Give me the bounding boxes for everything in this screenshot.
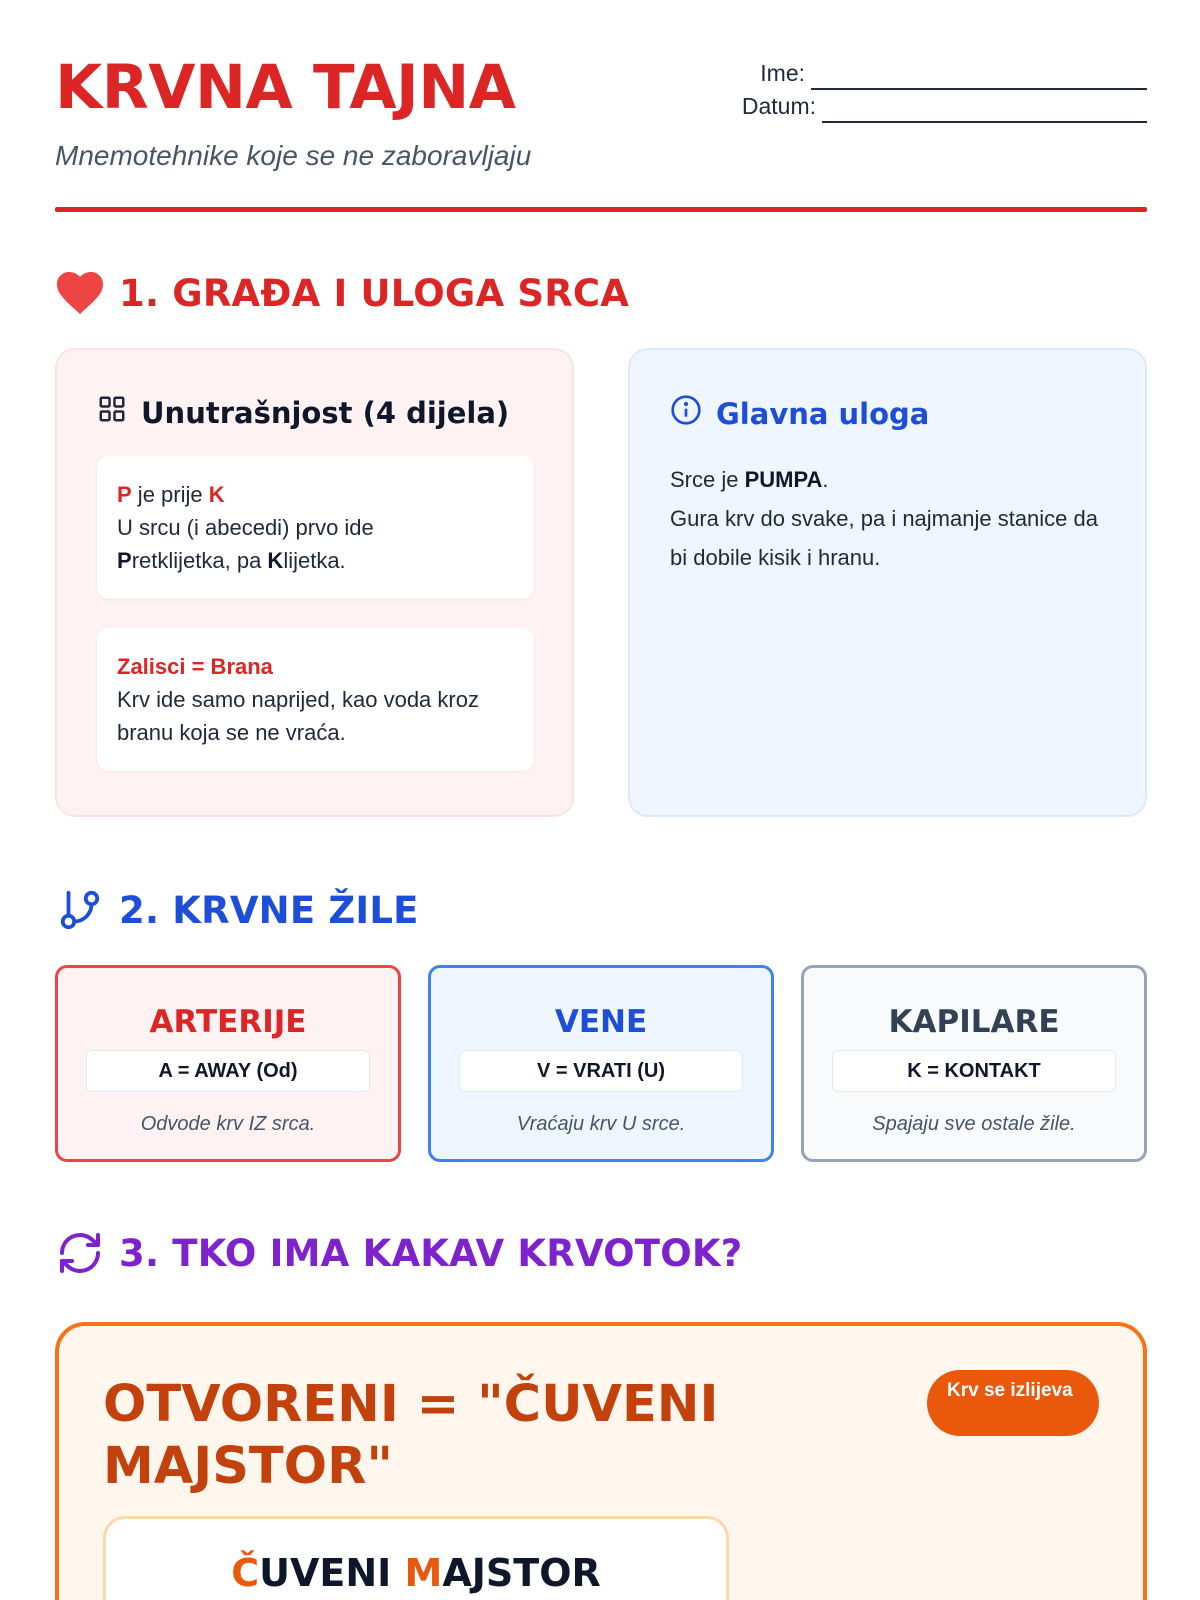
interior-card xyxy=(55,348,574,817)
role-bold: PUMPA xyxy=(744,467,823,492)
section2-title: 2. KRVNE ŽILE xyxy=(119,888,419,932)
tip-pk-p: P xyxy=(117,482,132,507)
vessel-description: Odvode krv IZ srca. xyxy=(140,1113,316,1135)
role-line1 xyxy=(670,460,1110,499)
tip-pk-line1: U srcu (i abecedi) prvo ide xyxy=(117,515,374,540)
vessel-mnemonic: A = AWAY (Od) xyxy=(86,1050,370,1092)
tip-valves-title: Zalisci = Brana xyxy=(117,654,273,679)
page-title: KRVNA TAJNA xyxy=(55,52,516,123)
role-intro: Srce je xyxy=(670,467,745,492)
page-subtitle: Mnemotehnike koje se ne zaboravljaju xyxy=(55,140,532,171)
section1-heading xyxy=(55,268,629,318)
name-label: Ime: xyxy=(760,60,805,86)
role-description: Gura krv do svake, pa i najmanje stanice da bi dobile kisik i hranu. xyxy=(670,506,1099,570)
date-field[interactable] xyxy=(742,90,1147,123)
name-line[interactable] xyxy=(811,68,1147,90)
section1-title: 1. GRAĐA I ULOGA SRCA xyxy=(119,271,630,315)
name-field[interactable] xyxy=(742,57,1147,90)
tip-pk-line2 xyxy=(117,544,514,577)
date-label: Datum: xyxy=(741,93,816,119)
role-intro-end: . xyxy=(822,467,829,492)
vessel-mnemonic: K = KONTAKT xyxy=(832,1050,1116,1092)
header-divider xyxy=(55,207,1147,212)
role-text xyxy=(670,460,1110,577)
tip-valves-text: Krv ide samo naprijed, kao voda kroz branu koja se ne vraća. xyxy=(117,687,479,745)
role-title-text: Glavna uloga xyxy=(716,396,930,431)
tip-pk-rest-p: retklijetka, pa xyxy=(131,548,268,573)
student-fields xyxy=(742,57,1147,123)
vessel-name: VENE xyxy=(554,1004,648,1040)
open-circulation-card xyxy=(55,1322,1147,1600)
vessel-card-veins xyxy=(428,965,774,1162)
tip-pk xyxy=(97,456,534,599)
mnemonic-box xyxy=(103,1516,729,1600)
vessel-name: KAPILARE xyxy=(888,1004,1060,1040)
git-branch-icon xyxy=(55,885,105,935)
mnemonic-mid: UVENI xyxy=(259,1551,405,1595)
interior-title-text: Unutrašnjost (4 dijela) xyxy=(141,395,510,430)
role-card xyxy=(628,348,1147,817)
section3-title: 3. TKO IMA KAKAV KRVOTOK? xyxy=(119,1231,743,1275)
info-icon xyxy=(670,394,702,433)
tip-pk-bold-p: P xyxy=(117,548,132,573)
vessel-mnemonic: V = VRATI (U) xyxy=(459,1050,743,1092)
tip-pk-k: K xyxy=(208,482,225,507)
open-circulation-title: OTVORENI = "ČUVENI MAJSTOR" xyxy=(103,1375,719,1496)
heart-icon xyxy=(55,268,105,318)
tip-pk-rest-k: lijetka. xyxy=(283,548,346,573)
vessel-card-arteries xyxy=(55,965,401,1162)
interior-card-title xyxy=(97,394,509,431)
vessel-name: ARTERIJE xyxy=(149,1004,307,1040)
date-line[interactable] xyxy=(822,101,1147,123)
mnemonic-letter-m: M xyxy=(404,1551,443,1595)
vessel-description: Vraćaju krv U srce. xyxy=(516,1113,686,1135)
vessel-card-capillaries xyxy=(801,965,1147,1162)
mnemonic-title xyxy=(106,1551,726,1595)
grid-icon xyxy=(97,394,127,431)
mnemonic-end: AJSTOR xyxy=(442,1551,601,1595)
tip-valves xyxy=(97,628,534,771)
section3-heading xyxy=(55,1228,742,1278)
header xyxy=(55,0,1147,215)
section2-heading xyxy=(55,885,419,935)
mnemonic-letter-c: Č xyxy=(231,1551,260,1595)
tip-pk-mid: je prije xyxy=(131,482,209,507)
refresh-icon xyxy=(55,1228,105,1278)
role-card-title xyxy=(670,394,929,433)
worksheet xyxy=(55,0,1147,1595)
tip-pk-title xyxy=(117,478,514,511)
vessel-description: Spajaju sve ostale žile. xyxy=(872,1113,1076,1135)
tip-pk-bold-k: K xyxy=(267,548,284,573)
status-badge: Krv se izlijeva xyxy=(927,1370,1099,1436)
